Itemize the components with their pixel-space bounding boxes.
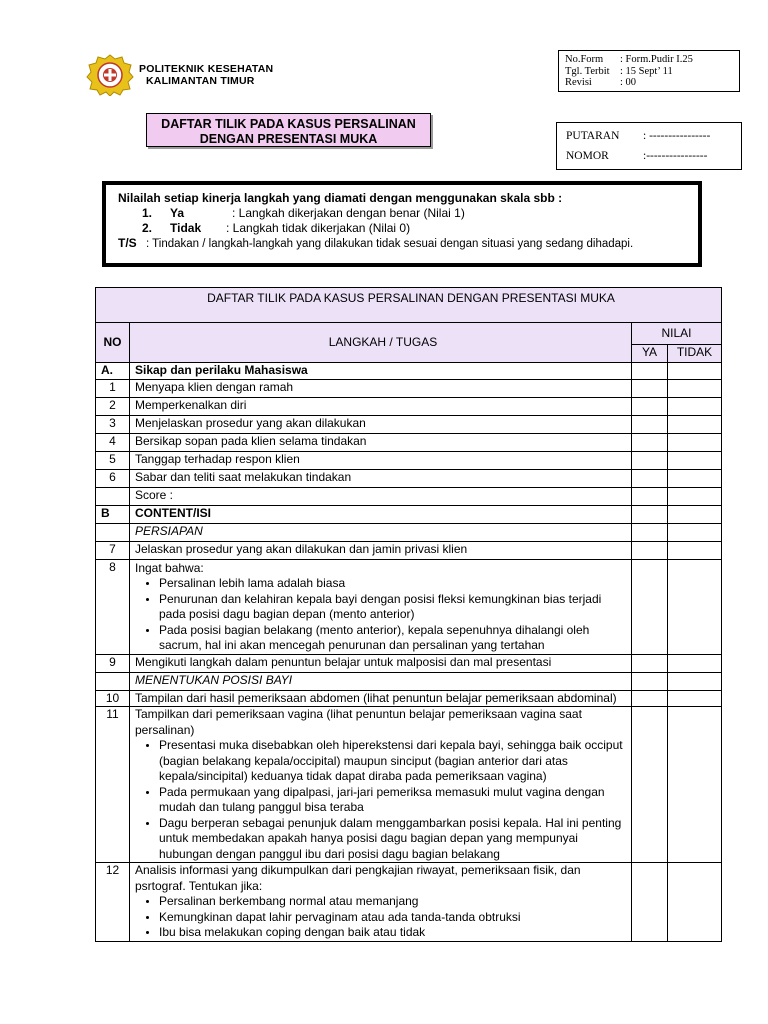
table-title-row xyxy=(96,288,722,323)
ya-cell[interactable] xyxy=(632,379,668,397)
table-row xyxy=(96,379,722,397)
institution-logo xyxy=(86,54,134,96)
nomor-row xyxy=(566,146,741,166)
scale-item-term: Tidak xyxy=(170,221,202,235)
row-number: 10 xyxy=(96,690,130,707)
list-item: • Ibu bisa melakukan coping dengan baik atau tidak xyxy=(159,925,631,941)
form-date-label: Tgl. Terbit xyxy=(565,65,610,77)
scale-item-ts xyxy=(118,236,698,252)
ya-cell[interactable] xyxy=(632,487,668,505)
row-task xyxy=(130,559,632,654)
ya-cell[interactable] xyxy=(632,415,668,433)
subheading-row xyxy=(96,523,722,541)
subheading-persiapan: PERSIAPAN xyxy=(130,523,632,541)
scale-item-tidak xyxy=(118,221,698,236)
table-row xyxy=(96,654,722,672)
tidak-cell[interactable] xyxy=(668,505,722,523)
row-task: Bersikap sopan pada klien selama tindakan xyxy=(130,433,632,451)
ya-cell[interactable] xyxy=(632,654,668,672)
list-item: • Pada permukaan yang dipalpasi, jari-jari pemeriksa memasuki mulut vagina dengan mudah dan tulang panggul bisa teraba xyxy=(159,785,631,816)
section-b-no: B xyxy=(96,505,130,523)
list-item: • Pada posisi bagian belakang (mento anterior), kepala sepenuhnya dihalangi oleh sacrum, hal ini akan mencegah penurunan dan persalinan yang tertahan xyxy=(159,623,631,654)
document-title-line1: DAFTAR TILIK PADA KASUS PERSALINAN xyxy=(161,117,416,131)
putaran-row xyxy=(566,126,741,146)
column-header-ya: YA xyxy=(632,345,668,363)
putaran-label: PUTARAN xyxy=(566,130,620,142)
ya-cell[interactable] xyxy=(632,541,668,559)
row-task-text: Ingat bahwa: xyxy=(135,560,204,575)
ya-cell[interactable] xyxy=(632,451,668,469)
column-header-nilai: NILAI xyxy=(632,323,722,345)
tidak-cell[interactable] xyxy=(668,707,722,863)
ya-cell[interactable] xyxy=(632,505,668,523)
tidak-cell[interactable] xyxy=(668,363,722,380)
bullet-list xyxy=(135,894,631,941)
form-number-value: : Form.Pudir I.25 xyxy=(620,54,693,65)
ya-cell[interactable] xyxy=(632,469,668,487)
scale-item-desc: : Langkah tidak dikerjakan (Nilai 0) xyxy=(226,221,411,235)
tidak-cell[interactable] xyxy=(668,433,722,451)
scale-item-term: Ya xyxy=(170,206,185,220)
table-row xyxy=(96,433,722,451)
column-header-tidak: TIDAK xyxy=(668,345,722,363)
form-revision-value: : 00 xyxy=(620,77,637,88)
table-row xyxy=(96,863,722,942)
list-item: • Penurunan dan kelahiran kepala bayi dengan posisi fleksi kemungkinan bias terjadi pada posisi dagu bagian depan (mento anterior) xyxy=(159,592,631,623)
table-row xyxy=(96,415,722,433)
column-header-no: NO xyxy=(96,323,130,363)
table-row xyxy=(96,397,722,415)
table-row xyxy=(96,559,722,654)
score-row xyxy=(96,487,722,505)
scale-intro: Nilailah setiap kinerja langkah yang diamati dengan menggunakan skala sbb : xyxy=(118,191,563,205)
tidak-cell[interactable] xyxy=(668,559,722,654)
row-number: 8 xyxy=(96,559,130,654)
checklist-table xyxy=(95,287,722,942)
ya-cell[interactable] xyxy=(632,707,668,863)
scale-ts-desc: : Tindakan / langkah-langkah yang dilakukan tidak sesuai dengan situasi yang sedang dihadapi. xyxy=(146,238,634,250)
row-number: 9 xyxy=(96,654,130,672)
tidak-cell[interactable] xyxy=(668,397,722,415)
row-task-text: Analisis informasi yang dikumpulkan dari pengkajian riwayat, pemeriksaan fisik, dan psrtograf. Tentukan jika: xyxy=(135,863,581,893)
nomor-label: NOMOR xyxy=(566,150,609,162)
row-task: Menjelaskan prosedur yang akan dilakukan xyxy=(130,415,632,433)
scale-item-desc: : Langkah dikerjakan dengan benar (Nilai 1) xyxy=(232,206,465,220)
ya-cell[interactable] xyxy=(632,672,668,690)
table-header-row xyxy=(96,323,722,345)
table-row xyxy=(96,541,722,559)
scale-item-ya xyxy=(118,206,698,221)
ya-cell[interactable] xyxy=(632,523,668,541)
scale-item-number: 2. xyxy=(142,221,153,235)
form-date-row xyxy=(565,66,739,78)
row-task: Jelaskan prosedur yang akan dilakukan dan jamin privasi klien xyxy=(130,541,632,559)
table-row xyxy=(96,707,722,863)
tidak-cell[interactable] xyxy=(668,469,722,487)
tidak-cell[interactable] xyxy=(668,379,722,397)
tidak-cell[interactable] xyxy=(668,541,722,559)
ya-cell[interactable] xyxy=(632,690,668,707)
ya-cell[interactable] xyxy=(632,433,668,451)
tidak-cell[interactable] xyxy=(668,487,722,505)
row-task: Menyapa klien dengan ramah xyxy=(130,379,632,397)
putaran-nomor-box xyxy=(556,122,742,170)
list-item: • Presentasi muka disebabkan oleh hiperekstensi dari kepala bayi, sehingga baik occiput (bagian belakang kepala/occipital) maupun sinciput (bagian anterior dari atas kepala/sincipital) keduanya tidak dapat diraba pada pemeriksaan vagina) xyxy=(159,738,631,785)
table-row xyxy=(96,690,722,707)
tidak-cell[interactable] xyxy=(668,523,722,541)
rating-scale-box xyxy=(102,181,702,267)
row-number: 7 xyxy=(96,541,130,559)
scale-ts-term: T/S xyxy=(118,236,137,250)
list-item: • Dagu berperan sebagai penunjuk dalam menggambarkan posisi kepala. Hal ini penting untuk membedakan apakah hanya posisi dagu bagian depan yang mempunyai hubungan dengan panggul ibu dari posisi dagu bagian belakang xyxy=(159,816,631,863)
list-item: • Persalinan berkembang normal atau memanjang xyxy=(159,894,631,910)
form-date-value: : 15 Sept’ 11 xyxy=(620,65,673,77)
column-header-task: LANGKAH / TUGAS xyxy=(130,323,632,363)
subheading-menentukan-posisi: MENENTUKAN POSISI BAYI xyxy=(130,672,632,690)
table-row xyxy=(96,451,722,469)
row-number: 4 xyxy=(96,433,130,451)
tidak-cell[interactable] xyxy=(668,690,722,707)
tidak-cell[interactable] xyxy=(668,415,722,433)
form-revision-label: Revisi xyxy=(565,77,592,88)
institution-name-line2: KALIMANTAN TIMUR xyxy=(146,75,255,87)
tidak-cell[interactable] xyxy=(668,672,722,690)
row-task-text: Tampilkan dari pemeriksaan vagina (lihat penuntun belajar pemeriksaan vagina saat persalinan) xyxy=(135,707,582,737)
row-task: Memperkenalkan diri xyxy=(130,397,632,415)
row-task: Mengikuti langkah dalam penuntun belajar untuk malposisi dan mal presentasi xyxy=(130,654,632,672)
putaran-value: : ---------------- xyxy=(643,130,711,142)
list-item: • Kemungkinan dapat lahir pervaginam atau ada tanda-tanda obtruksi xyxy=(159,910,631,926)
section-a-label: Sikap dan perilaku Mahasiswa xyxy=(130,363,632,380)
table-title: DAFTAR TILIK PADA KASUS PERSALINAN DENGAN PRESENTASI MUKA xyxy=(96,288,722,323)
score-label: Score : xyxy=(130,487,632,505)
row-number: 6 xyxy=(96,469,130,487)
institution-name-line1: POLITEKNIK KESEHATAN xyxy=(139,63,274,75)
nomor-value: :---------------- xyxy=(643,150,708,162)
tidak-cell[interactable] xyxy=(668,863,722,942)
row-task: Tampilan dari hasil pemeriksaan abdomen (lihat penuntun belajar pemeriksaan abdominal) xyxy=(130,690,632,707)
bullet-list xyxy=(135,738,631,862)
scale-item-number: 1. xyxy=(142,206,153,220)
row-number: 5 xyxy=(96,451,130,469)
document-title-box xyxy=(146,113,431,147)
ya-cell[interactable] xyxy=(632,559,668,654)
ya-cell[interactable] xyxy=(632,363,668,380)
table-row xyxy=(96,469,722,487)
subheading-row xyxy=(96,672,722,690)
row-task xyxy=(130,707,632,863)
form-number-label: No.Form xyxy=(565,54,604,65)
row-number: 3 xyxy=(96,415,130,433)
tidak-cell[interactable] xyxy=(668,451,722,469)
tidak-cell[interactable] xyxy=(668,654,722,672)
row-number: 12 xyxy=(96,863,130,942)
ya-cell[interactable] xyxy=(632,863,668,942)
row-number: 1 xyxy=(96,379,130,397)
ya-cell[interactable] xyxy=(632,397,668,415)
row-number: 2 xyxy=(96,397,130,415)
row-number: 11 xyxy=(96,707,130,863)
form-revision-row xyxy=(565,77,739,89)
form-number-row xyxy=(565,54,739,66)
section-b-row xyxy=(96,505,722,523)
section-a-row xyxy=(96,363,722,380)
document-title-line2: DENGAN PRESENTASI MUKA xyxy=(199,132,378,146)
section-a-no: A. xyxy=(96,363,130,380)
form-info-box xyxy=(558,50,740,92)
list-item: • Persalinan lebih lama adalah biasa xyxy=(159,576,631,592)
row-task xyxy=(130,863,632,942)
bullet-list xyxy=(135,576,631,654)
row-task: Sabar dan teliti saat melakukan tindakan xyxy=(130,469,632,487)
section-b-label: CONTENT/ISI xyxy=(130,505,632,523)
row-task: Tanggap terhadap respon klien xyxy=(130,451,632,469)
